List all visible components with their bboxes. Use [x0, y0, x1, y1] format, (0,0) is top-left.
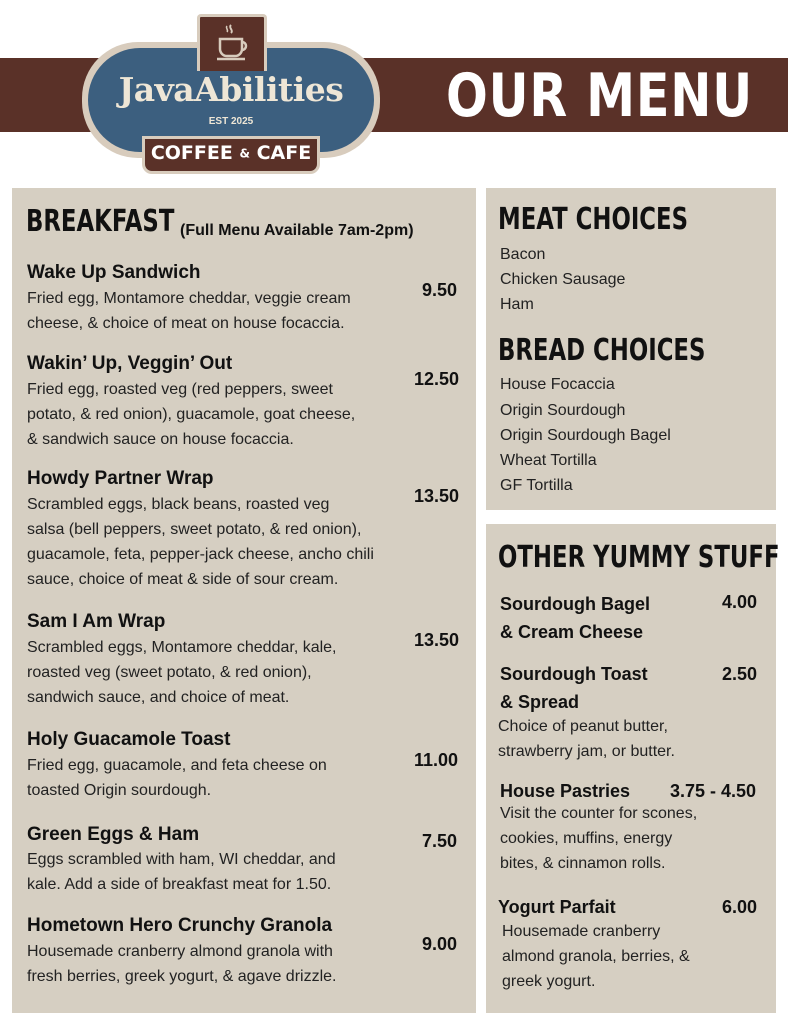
menu-item-price: 11.00 [414, 750, 459, 770]
menu-item-name: Sam I Am Wrap [27, 611, 166, 632]
menu-item-name: Sourdough Bagel [500, 594, 650, 614]
menu-item-desc-line: sandwich sauce, and choice of meat. [27, 689, 290, 706]
menu-item-price: 3.75 - 4.50 [670, 781, 757, 801]
menu-item-desc-line: potato, & red onion), guacamole, goat cheese, [27, 406, 356, 423]
menu-item-name: Holy Guacamole Toast [27, 729, 231, 750]
menu-item-name: & Spread [500, 692, 580, 712]
brand-subtitle-amp: & [239, 146, 250, 161]
menu-item-name: Wakin’ Up, Veggin’ Out [27, 353, 233, 374]
menu-item-name: Green Eggs & Ham [27, 824, 200, 845]
brand-subtitle-right: CAFE [256, 142, 312, 164]
choices-panel [486, 188, 776, 510]
menu-item-price: 2.50 [722, 664, 758, 684]
menu-item-price: 9.50 [422, 280, 458, 300]
menu-item-desc-line: fresh berries, greek yogurt, & agave drizzle. [27, 968, 337, 985]
menu-item-name: Howdy Partner Wrap [27, 468, 214, 489]
brand-name: JavaAbilities [118, 70, 344, 109]
menu-item-desc-line: Scrambled eggs, black beans, roasted veg [27, 496, 330, 513]
meat-choice: Chicken Sausage [500, 271, 626, 288]
brand-established: EST 2025 [208, 116, 254, 127]
menu-item-desc-line: guacamole, feta, pepper-jack cheese, ancho chili [27, 546, 374, 563]
breakfast-panel [12, 188, 476, 1013]
bread-choice: Wheat Tortilla [500, 452, 597, 469]
menu-item-desc-line: Visit the counter for scones, [500, 805, 698, 822]
menu-item-desc-line: Scrambled eggs, Montamore cheddar, kale, [27, 639, 337, 656]
menu-item-desc-line: strawberry jam, or butter. [498, 743, 675, 760]
menu-item-desc-line: Choice of peanut butter, [498, 718, 668, 735]
other-panel [486, 524, 780, 1013]
menu-item-desc-line: bites, & cinnamon rolls. [500, 855, 666, 872]
menu-item-name: Wake Up Sandwich [27, 262, 201, 283]
menu-item-desc-line: Fried egg, roasted veg (red peppers, sweet [27, 381, 333, 398]
menu-item-name: & Cream Cheese [500, 622, 644, 642]
menu-item-desc-line: greek yogurt. [502, 973, 596, 990]
bread-choice: Origin Sourdough Bagel [500, 427, 671, 444]
menu-item-price: 9.00 [422, 934, 458, 954]
menu-item-desc-line: Fried egg, guacamole, and feta cheese on [27, 757, 327, 774]
brand-logo [82, 12, 380, 180]
meat-choice: Bacon [500, 246, 546, 263]
menu-item-name: Hometown Hero Crunchy Granola [27, 915, 333, 936]
menu-item-desc-line: salsa (bell peppers, sweet potato, & red onion), [27, 521, 362, 538]
menu-item-price: 7.50 [422, 831, 458, 851]
coffee-cup-icon [214, 23, 250, 63]
menu-item-desc-line: Housemade cranberry [502, 923, 661, 940]
brand-subtitle [142, 142, 320, 164]
breakfast-hours-note: (Full Menu Available 7am-2pm) [180, 222, 414, 239]
menu-item-name: Sourdough Toast [500, 664, 648, 684]
menu-item-price: 4.00 [722, 592, 758, 612]
menu-item-desc-line: cookies, muffins, energy [500, 830, 673, 847]
menu-item-price: 13.50 [414, 630, 460, 650]
menu-item-desc-line: Eggs scrambled with ham, WI cheddar, and [27, 851, 336, 868]
logo-cup-badge [197, 14, 267, 71]
bread-choice: House Focaccia [500, 376, 615, 393]
menu-item-name: Yogurt Parfait [498, 897, 616, 917]
bread-choice: GF Tortilla [500, 477, 573, 494]
other-title: OTHER YUMMY STUFF [498, 540, 780, 575]
menu-item-desc-line: almond granola, berries, & [502, 948, 690, 965]
menu-item-name: House Pastries [500, 781, 631, 801]
page-title: OUR MENU [446, 61, 754, 131]
menu-item-desc-line: kale. Add a side of breakfast meat for 1.50. [27, 876, 332, 893]
menu-item-price: 13.50 [414, 486, 460, 506]
menu-item-desc-line: toasted Origin sourdough. [27, 782, 212, 799]
meat-title: MEAT CHOICES [498, 202, 689, 237]
menu-item-desc-line: sauce, choice of meat & side of sour cream. [27, 571, 339, 588]
menu-item-desc-line: Housemade cranberry almond granola with [27, 943, 333, 960]
menu-item-desc-line: roasted veg (sweet potato, & red onion), [27, 664, 312, 681]
menu-item-price: 6.00 [722, 897, 758, 917]
menu-item-price: 12.50 [414, 369, 460, 389]
menu-item-desc-line: cheese, & choice of meat on house focaccia. [27, 315, 345, 332]
brand-subtitle-left: COFFEE [150, 142, 233, 164]
breakfast-title: BREAKFAST [26, 204, 175, 239]
meat-choice: Ham [500, 296, 534, 313]
bread-choice: Origin Sourdough [500, 402, 626, 419]
menu-item-desc-line: & sandwich sauce on house focaccia. [27, 431, 294, 448]
menu-item-desc-line: Fried egg, Montamore cheddar, veggie cream [27, 290, 351, 307]
bread-title: BREAD CHOICES [498, 333, 706, 368]
